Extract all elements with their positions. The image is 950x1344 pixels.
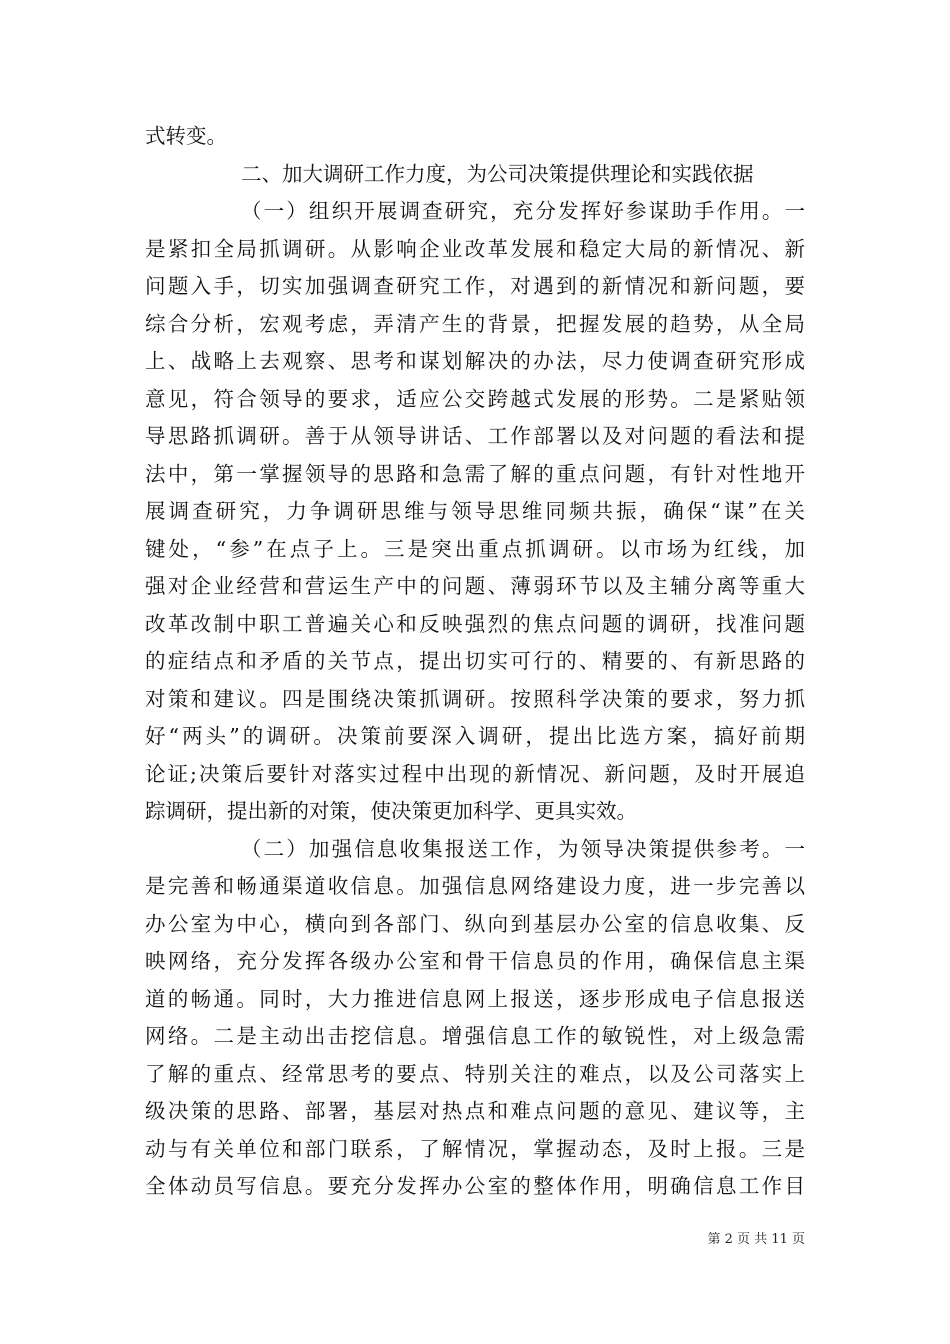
- text-line: 全体动员写信息。要充分发挥办公室的整体作用，明确信息工作目: [145, 1174, 805, 1198]
- text-line: 论证;决策后要针对落实过程中出现的新情况、新问题，及时开展追: [145, 761, 805, 786]
- text-line: 网络。二是主动出击挖信息。增强信息工作的敏锐性，对上级急需: [145, 1024, 805, 1048]
- text-line: 综合分析，宏观考虑，弄清产生的背景，把握发展的趋势，从全局: [145, 311, 805, 336]
- text-line: 了解的重点、经常思考的要点、特别关注的难点，以及公司落实上: [145, 1061, 805, 1086]
- text-line: 对策和建议。四是围绕决策抓调研。按照科学决策的要求，努力抓: [145, 686, 805, 711]
- text-line: 级决策的思路、部署，基层对热点和难点问题的意见、建议等，主: [145, 1099, 805, 1123]
- paragraph-first-line: （一）组织开展调查研究，充分发挥好参谋助手作用。一: [241, 199, 805, 223]
- text-line: 问题入手，切实加强调查研究工作，对遇到的新情况和新问题，要: [145, 274, 805, 298]
- text-line: 改革改制中职工普遍关心和反映强烈的焦点问题的调研，找准问题: [145, 611, 805, 636]
- paragraph-first-line: （二）加强信息收集报送工作，为领导决策提供参考。一: [241, 836, 805, 861]
- text-line: 式转变。: [145, 124, 227, 148]
- text-line: 是紧扣全局抓调研。从影响企业改革发展和稳定大局的新情况、新: [145, 236, 805, 261]
- text-line: 道的畅通。同时，大力推进信息网上报送，逐步形成电子信息报送: [145, 986, 805, 1011]
- text-line: 键处，“参”在点子上。三是突出重点抓调研。以市场为红线，加: [145, 536, 805, 561]
- text-line: 是完善和畅通渠道收信息。加强信息网络建设力度，进一步完善以: [145, 874, 805, 898]
- text-line: 好“两头”的调研。决策前要深入调研，提出比选方案，搞好前期: [145, 724, 805, 748]
- section-heading: 二、加大调研工作力度，为公司决策提供理论和实践依据: [241, 161, 754, 186]
- text-line: 踪调研，提出新的对策，使决策更加科学、更具实效。: [145, 799, 637, 823]
- document-body: [145, 118, 805, 1206]
- text-line: 强对企业经营和营运生产中的问题、薄弱环节以及主辅分离等重大: [145, 574, 805, 598]
- text-line: 展调查研究，力争调研思维与领导思维同频共振，确保“谋”在关: [145, 499, 805, 523]
- text-line: 上、战略上去观察、思考和谋划解决的办法，尽力使调查研究形成: [145, 349, 805, 373]
- text-line: 的症结点和矛盾的关节点，提出切实可行的、精要的、有新思路的: [145, 649, 805, 673]
- text-line: 办公室为中心，横向到各部门、纵向到基层办公室的信息收集、反: [145, 911, 805, 936]
- text-line: 动与有关单位和部门联系，了解情况，掌握动态，及时上报。三是: [145, 1136, 805, 1161]
- text-line: 映网络，充分发挥各级办公室和骨干信息员的作用，确保信息主渠: [145, 949, 805, 973]
- text-line: 导思路抓调研。善于从领导讲话、工作部署以及对问题的看法和提: [145, 424, 805, 448]
- text-line: 法中，第一掌握领导的思路和急需了解的重点问题，有针对性地开: [145, 461, 805, 486]
- text-line: 意见，符合领导的要求，适应公交跨越式发展的形势。二是紧贴领: [145, 386, 805, 411]
- page-number-footer: 第 2 页 共 11 页: [707, 1232, 805, 1247]
